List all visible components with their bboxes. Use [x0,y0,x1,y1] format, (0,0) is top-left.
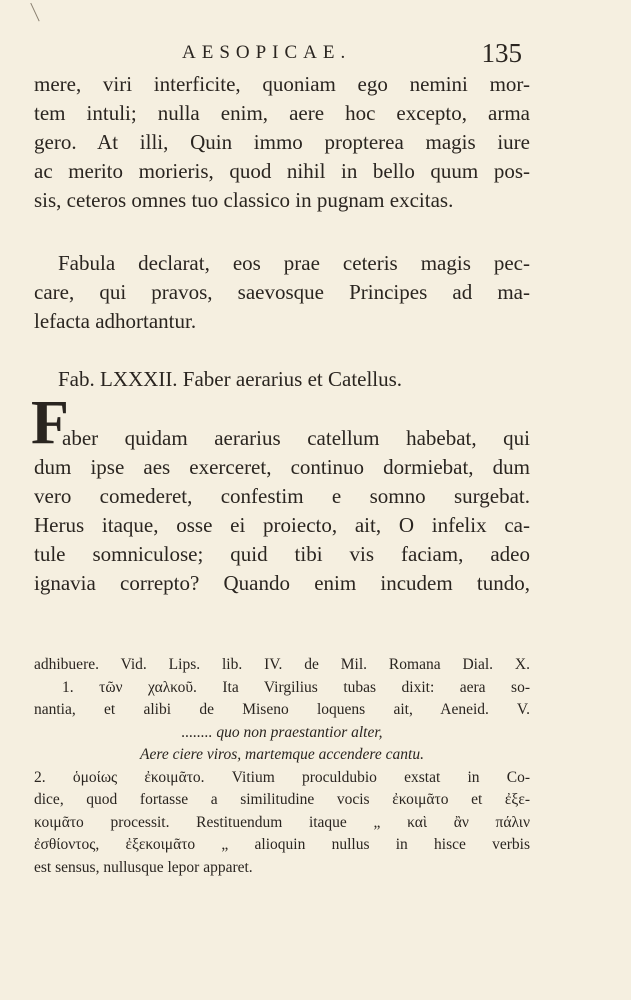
running-title: AESOPICAE. [182,42,352,63]
paragraph-2 [34,249,530,336]
footnote-line: κοιμᾶτο processit. Restituendum itaque „ καὶ ἂν πάλιν [34,813,530,831]
page-number: 135 [481,38,522,68]
text-line: mere, viri interficite, quoniam ego nemini mor- [34,72,530,96]
text-line: tem intuli; nulla enim, aere hoc excepto, arma [34,101,530,125]
footnote-line: ἐσθίοντος, ἐξεκοιμᾶτο „ alioquin nullus in hisce verbis [34,836,530,853]
text-line: ac merito morieris, quod nihil in bello quum pos- [34,159,530,183]
footnote-line: adhibuere. Vid. Lips. lib. IV. de Mil. Romana Dial. X. [34,656,530,673]
text-line: care, qui pravos, saevosque Principes ad ma- [34,280,530,304]
footnote-line: nantia, et alibi de Miseno loquens ait, Aeneid. V. [34,701,530,718]
text-line: tule somniculose; quid tibi vis faciam, adeo [34,542,530,566]
footnote-line: est sensus, nullusque lepor apparet. [34,858,253,876]
drop-cap: F [31,389,69,457]
footnote-line: 2. ὁμοίως ἐκοιμᾶτο. Vitium proculdubio exstat in Co- [34,768,530,786]
page-header [182,38,522,68]
text-line: Fabula declarat, eos prae ceteris magis pec- [58,251,530,275]
corner-mark [30,0,48,21]
footnote-line: 1. τῶν χαλκοῦ. Ita Virgilius tubas dixit: aera so- [62,678,530,696]
footnotes [34,654,530,879]
text-line: vero comederet, confestim e somno surgebat. [34,484,530,508]
text-line: aber quidam aerarius catellum habebat, qui [62,426,530,450]
paragraph-1 [34,70,530,215]
text-line: sis, ceteros omnes tuo classico in pugnam excitas. [34,188,454,212]
text-line: gero. At illi, Quin immo propterea magis iure [34,130,530,154]
text-line: lefacta adhortantur. [34,309,197,333]
fable-title: Fab. LXXXII. Faber aerarius et Catellus. [58,367,403,391]
text-line: Herus itaque, osse ei proiecto, ait, O infelix ca- [34,513,530,537]
footnote-line: ........ quo non praestantior alter, [181,723,383,741]
paragraph-3 [34,424,530,598]
text-line: ignavia correpto? Quando enim incudem tundo, [34,571,530,595]
footnote-line: dice, quod fortasse a similitudine vocis ἐκοιμᾶτο et ἐξε- [34,791,530,808]
footnote-line: Aere ciere viros, martemque accendere cantu. [140,746,424,763]
text-line: dum ipse aes exerceret, continuo dormiebat, dum [34,455,530,479]
